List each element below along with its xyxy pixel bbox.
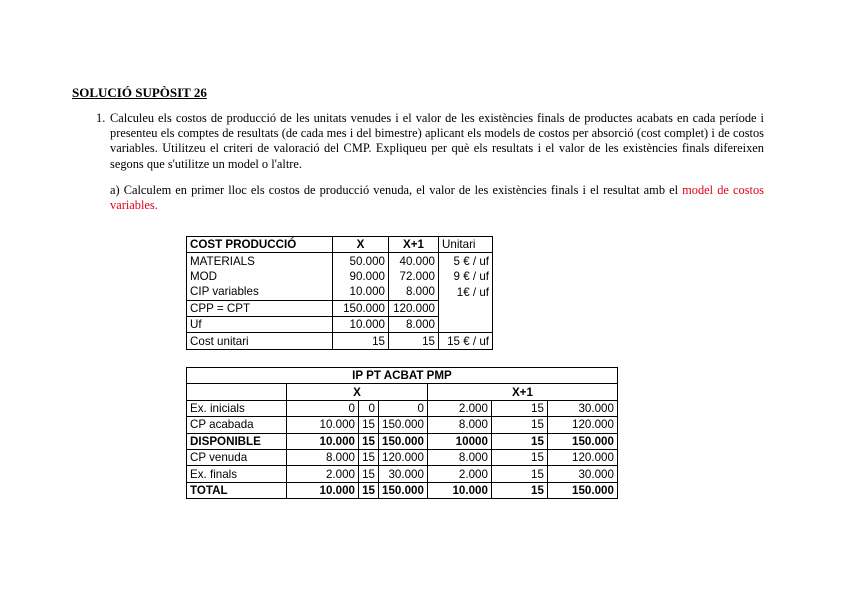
header-cell: X: [333, 237, 389, 253]
question-number: 1.: [96, 111, 106, 125]
table-cell: 15: [491, 417, 547, 433]
table-cell: 15: [359, 482, 379, 498]
table-cell: 0: [359, 400, 379, 416]
table-cell: 120.000: [547, 417, 617, 433]
table-row: [187, 482, 618, 498]
table-cell: 30.000: [379, 466, 428, 482]
table-cell: 8.000: [427, 417, 491, 433]
row-label: MATERIALS: [187, 253, 333, 269]
table-cell: 15: [491, 449, 547, 465]
table-cell: 15: [333, 333, 389, 349]
table-row: [187, 433, 618, 449]
question-text: Calculeu els costos de producció de les unitats venudes i el valor de les existències finals de productes acabats en cada període i presenteu els comptes de resultats (de cada mes i del bimestre) aplicant els models de costos per absorció (cost complet) i de costos variables. Utilitzeu el criteri de valoració del CMP. Expliqueu per què els resultats i el valor de les existències finals difereixen segons que s'utilitze un model o l'altre.: [110, 111, 764, 171]
table-cell: 15: [359, 466, 379, 482]
row-label: MOD: [187, 269, 333, 284]
table-cell: 10.000: [287, 482, 359, 498]
table-cell: 150.000: [379, 417, 428, 433]
table-cell: [439, 316, 493, 332]
table-header-row: [187, 237, 493, 253]
part-a-text: a) Calculem en primer lloc els costos de producció venuda, el valor de les existències finals i el resultat amb el: [110, 183, 683, 197]
table-cell: 10.000: [333, 316, 389, 332]
table-cell: 15 € / uf: [439, 333, 493, 349]
table-cell: 90.000: [333, 269, 389, 284]
table-row: [187, 253, 493, 269]
table-cell: 15: [491, 466, 547, 482]
table-cell: 10000: [427, 433, 491, 449]
table-cell: 1€ / uf: [439, 284, 493, 300]
table-cell: 15: [491, 400, 547, 416]
table-cell: 15: [359, 417, 379, 433]
page-title: SOLUCIÓ SUPÒSIT 26: [72, 85, 207, 100]
cost-production-table: [186, 236, 493, 350]
table-row: [187, 466, 618, 482]
table-row: [187, 269, 493, 284]
table-cell: 150.000: [547, 433, 617, 449]
table-title: IP PT ACBAT PMP: [187, 368, 618, 384]
table-cell: 0: [379, 400, 428, 416]
table-cell: 150.000: [333, 300, 389, 316]
row-label: CP venuda: [187, 449, 287, 465]
table-cell: 2.000: [427, 400, 491, 416]
inventory-table: [186, 367, 618, 499]
table-row: [187, 417, 618, 433]
table-cell: 9 € / uf: [439, 269, 493, 284]
table-cell: 10.000: [287, 433, 359, 449]
table-row: [187, 333, 493, 349]
part-a-paragraph: [110, 183, 764, 213]
table-cell: 2.000: [427, 466, 491, 482]
table-cell: 8.000: [427, 449, 491, 465]
table-cell: 40.000: [389, 253, 439, 269]
table-cell: 0: [287, 400, 359, 416]
table-cell: 15: [359, 433, 379, 449]
period-header-row: [187, 384, 618, 400]
table-cell: 10.000: [427, 482, 491, 498]
period-header: X+1: [427, 384, 617, 400]
table-cell: 50.000: [333, 253, 389, 269]
empty-cell: [187, 384, 287, 400]
table-cell: 10.000: [333, 284, 389, 300]
table-cell: 15: [389, 333, 439, 349]
table-row: [187, 300, 493, 316]
table-row: [187, 449, 618, 465]
table-cell: 8.000: [389, 316, 439, 332]
header-cell: Unitari: [439, 237, 493, 253]
row-label: CPP = CPT: [187, 300, 333, 316]
table-cell: 150.000: [547, 482, 617, 498]
header-cell: COST PRODUCCIÓ: [187, 237, 333, 253]
table-cell: 15: [491, 433, 547, 449]
table-cell: 30.000: [547, 466, 617, 482]
row-label: Cost unitari: [187, 333, 333, 349]
table-title-row: [187, 368, 618, 384]
row-label: DISPONIBLE: [187, 433, 287, 449]
table-row: [187, 284, 493, 300]
row-label: TOTAL: [187, 482, 287, 498]
table-cell: 15: [491, 482, 547, 498]
table-cell: 2.000: [287, 466, 359, 482]
table-cell: 72.000: [389, 269, 439, 284]
table-row: [187, 400, 618, 416]
table-cell: 10.000: [287, 417, 359, 433]
period-header: X: [287, 384, 428, 400]
question-paragraph: [96, 111, 764, 172]
table-cell: 150.000: [379, 433, 428, 449]
table-cell: 120.000: [389, 300, 439, 316]
table-cell: 120.000: [379, 449, 428, 465]
part-a-highlight: model de costos variables.: [110, 183, 764, 213]
row-label: Ex. inicials: [187, 400, 287, 416]
row-label: CP acabada: [187, 417, 287, 433]
table-cell: 30.000: [547, 400, 617, 416]
table-cell: 8.000: [287, 449, 359, 465]
row-label: Ex. finals: [187, 466, 287, 482]
table-cell: 150.000: [379, 482, 428, 498]
table-cell: 5 € / uf: [439, 253, 493, 269]
table-cell: 8.000: [389, 284, 439, 300]
table-row: [187, 316, 493, 332]
row-label: Uf: [187, 316, 333, 332]
table-cell: 15: [359, 449, 379, 465]
header-cell: X+1: [389, 237, 439, 253]
table-cell: [439, 300, 493, 316]
row-label: CIP variables: [187, 284, 333, 300]
table-cell: 120.000: [547, 449, 617, 465]
